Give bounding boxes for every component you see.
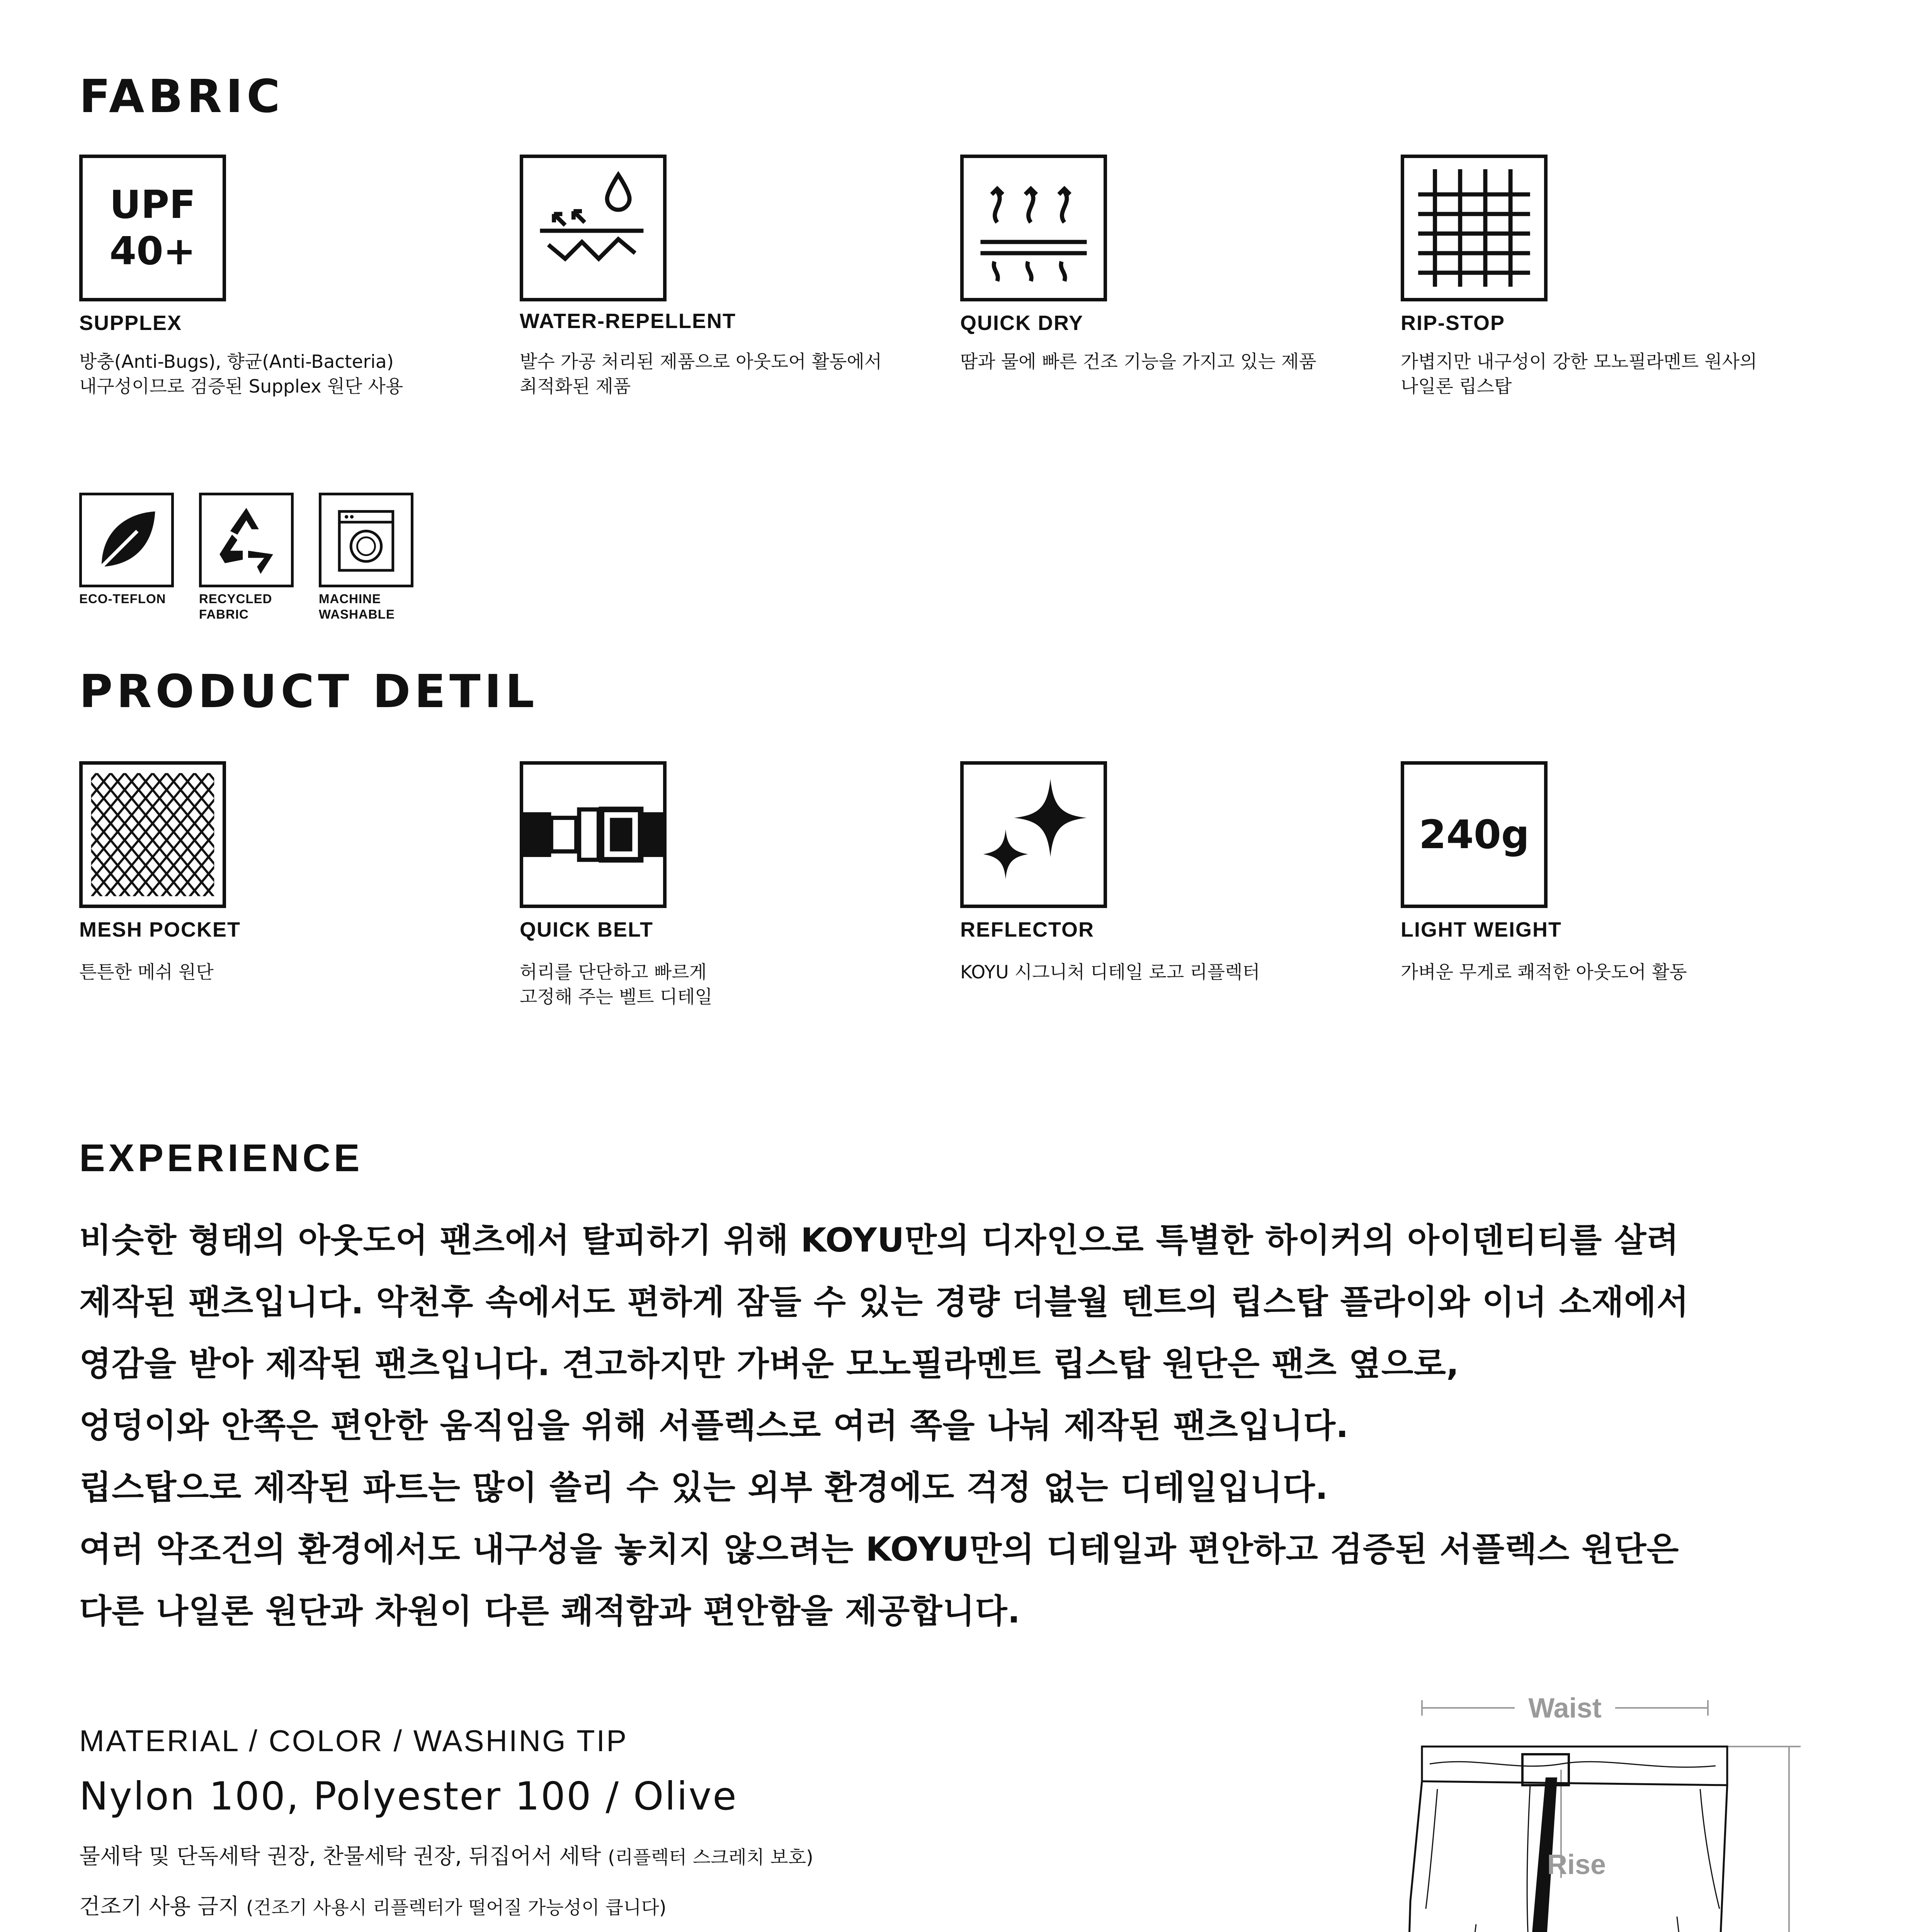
experience-line: 다른 나일론 원단과 차원이 다른 쾌적함과 편안함을 제공합니다. <box>79 1592 1021 1631</box>
light-weight-desc: 가벼운 무게로 쾌적한 아웃도어 활동 <box>1401 962 1687 983</box>
experience-line: 영감을 받아 제작된 팬츠입니다. 견고하지만 가벼운 모노필라멘트 립스탑 원단은 팬츠 옆으로, <box>79 1345 1459 1383</box>
experience-paragraph <box>79 1209 1857 1642</box>
reflector-label: REFLECTOR <box>960 918 1095 941</box>
wash-tip-line-1 <box>79 1839 813 1870</box>
rip-stop-icon <box>1401 155 1548 301</box>
rip-stop-desc: 가볍지만 내구성이 강한 모노필라멘트 원사의 나일론 립스탑 <box>1401 351 1757 397</box>
water-repellent-icon <box>520 155 667 301</box>
eco-teflon-label: ECO-TEFLON <box>79 592 166 606</box>
experience-heading: EXPERIENCE <box>79 1136 363 1180</box>
product-detail-heading: PRODUCT DETIL <box>79 665 538 718</box>
supplex-label: SUPPLEX <box>79 311 182 335</box>
sparkle-icon <box>960 761 1107 908</box>
mesh-pocket-label: MESH POCKET <box>79 918 241 941</box>
quick-dry-label: QUICK DRY <box>960 311 1084 335</box>
mesh-pocket-desc: 튼튼한 메쉬 원단 <box>79 962 214 983</box>
wash-tip-main: 물세탁 및 단독세탁 권장, 찬물세탁 권장, 뒤집어서 세탁 <box>79 1844 601 1869</box>
diagram-waist-label: Waist <box>1528 1693 1602 1724</box>
dryer-warning: 건조기 사용 금지 <box>79 1894 240 1919</box>
rip-stop-label: RIP-STOP <box>1401 311 1505 335</box>
fabric-heading: FABRIC <box>79 70 284 123</box>
wash-tip-note: (리플렉터 스크레치 보호) <box>608 1847 813 1868</box>
upf-icon-text: UPF 40+ <box>109 182 196 274</box>
washing-machine-icon <box>319 493 413 587</box>
weight-icon <box>1401 761 1548 908</box>
machine-washable-label: MACHINE WASHABLE <box>319 592 395 621</box>
experience-line: 비슷한 형태의 아웃도어 팬츠에서 탈피하기 위해 KOYU만의 디자인으로 특별한 하이커의 아이덴티티를 살려 <box>79 1221 1679 1260</box>
upf-icon <box>79 155 226 301</box>
quick-dry-desc: 땀과 물에 빠른 건조 기능을 가지고 있는 제품 <box>960 351 1316 372</box>
experience-line: 엉덩이와 안쪽은 편안한 움직임을 위해 서플렉스로 여러 쪽을 나눠 제작된 팬츠입니다. <box>79 1406 1349 1445</box>
supplex-desc: 방충(Anti-Bugs), 향균(Anti-Bacteria) 내구성이므로 검증된 Supplex 원단 사용 <box>79 351 403 397</box>
wash-tip-line-2 <box>79 1889 667 1920</box>
recycle-icon <box>199 493 294 587</box>
experience-line: 립스탑으로 제작된 파트는 많이 쓸리 수 있는 외부 환경에도 걱정 없는 디테일입니다. <box>79 1468 1328 1507</box>
reflector-desc: KOYU 시그니처 디테일 로고 리플렉터 <box>960 962 1260 983</box>
quick-dry-icon <box>960 155 1107 301</box>
material-composition: Nylon 100, Polyester 100 / Olive <box>79 1774 738 1819</box>
light-weight-label: LIGHT WEIGHT <box>1401 918 1562 941</box>
water-repellent-desc: 발수 가공 처리된 제품으로 아웃도어 활동에서 최적화된 제품 <box>520 351 882 397</box>
material-heading: MATERIAL / COLOR / WASHING TIP <box>79 1724 628 1758</box>
experience-line: 제작된 팬츠입니다. 악천후 속에서도 편하게 잠들 수 있는 경량 더블월 텐트의 립스탑 플라이와 이너 소재에서 <box>79 1283 1689 1321</box>
dryer-warning-note: (건조기 사용시 리플렉터가 떨어질 가능성이 큽니다) <box>246 1897 667 1918</box>
experience-line: 여러 악조건의 환경에서도 내구성을 놓치지 않으려는 KOYU만의 디테일과 편안하고 검증된 서플렉스 원단은 <box>79 1530 1679 1569</box>
recycled-fabric-label: RECYCLED FABRIC <box>199 592 272 621</box>
quick-belt-desc: 허리를 단단하고 빠르게 고정해 주는 벨트 디테일 <box>520 962 713 1008</box>
mesh-icon <box>79 761 226 908</box>
pants-diagram <box>1314 1662 1893 1932</box>
weight-icon-text: 240g <box>1419 811 1529 858</box>
diagram-rise-label: Rise <box>1547 1849 1606 1880</box>
belt-buckle-icon <box>520 761 667 908</box>
water-repellent-label: WATER-REPELLENT <box>520 310 736 333</box>
quick-belt-label: QUICK BELT <box>520 918 653 941</box>
leaf-icon <box>79 493 174 587</box>
